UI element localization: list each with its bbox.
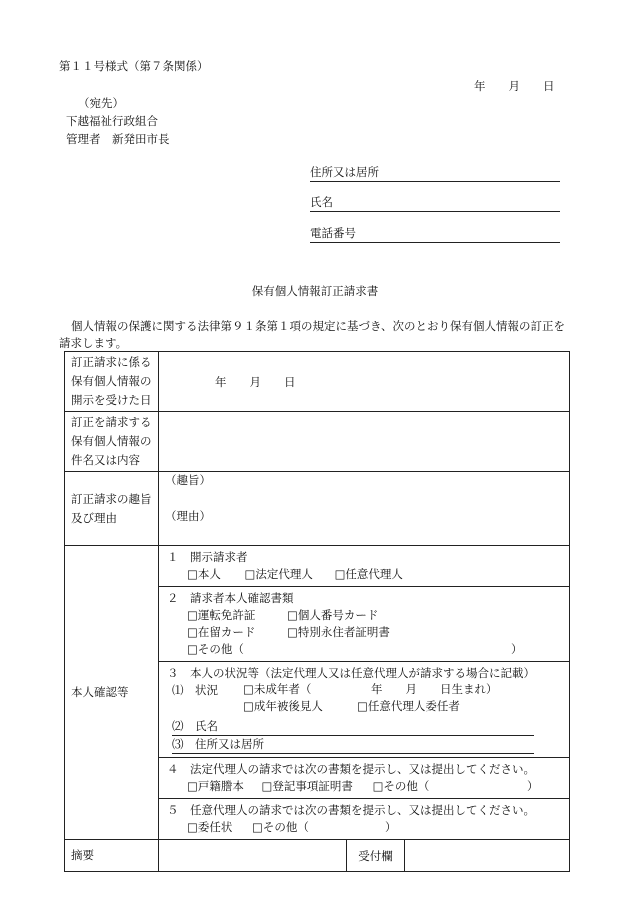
remarks-input[interactable]: [159, 840, 347, 872]
item-name-row: [65, 412, 570, 472]
checkbox-adult-ward[interactable]: □成年被後見人: [243, 699, 323, 713]
request-table: [64, 351, 570, 872]
footer-row: [65, 840, 570, 872]
voluntary-other-close: ）: [385, 820, 397, 834]
requester-address-field[interactable]: [310, 165, 560, 182]
addressee-org: 下越福祉行政組合: [66, 114, 158, 128]
status-name-field[interactable]: [172, 718, 534, 736]
intro-paragraph: 個人情報の保護に関する法律第９１条第１項の規定に基づき、次のとおり保有個人情報の訂正を請求します。: [59, 319, 566, 350]
section-voluntary-agent-docs: [159, 799, 569, 839]
reception-label: 受付欄: [358, 848, 393, 863]
item-name-label: 訂正を請求する保有個人情報の件名又は内容: [71, 415, 152, 467]
checkbox-other-document[interactable]: □その他（: [187, 642, 244, 656]
reception-input[interactable]: [405, 840, 570, 872]
remarks-label-cell: [65, 840, 159, 872]
disclosure-date-label: 訂正請求に係る保有個人情報の開示を受けた日: [71, 355, 152, 407]
checkbox-my-number-card[interactable]: □個人番号カード: [287, 608, 379, 622]
purpose-label-cell: [65, 472, 159, 546]
checkbox-voluntary-agent[interactable]: □任意代理人: [334, 567, 403, 581]
status-name-label: ⑵ 氏名: [172, 719, 218, 733]
checkbox-family-register[interactable]: □戸籍謄本: [187, 779, 244, 793]
section-legal-agent-docs-heading: ４ 法定代理人の請求では次の書類を提示し、又は提出してください。: [167, 762, 535, 776]
section-id-documents-heading: ２ 請求者本人確認書類: [167, 591, 294, 605]
section-requester: [159, 546, 569, 587]
section-status-heading: ３ 本人の状況等（法定代理人又は任意代理人が請求する場合に記載）: [167, 666, 535, 680]
checkbox-residence-card[interactable]: □在留カード: [187, 625, 256, 639]
form-number: 第１１号様式（第７条関係）: [59, 59, 209, 73]
status-address-field[interactable]: [172, 736, 534, 754]
purpose-input[interactable]: [159, 472, 570, 546]
purpose-sub-label: （趣旨）: [165, 473, 211, 487]
identity-content: [159, 546, 570, 840]
section-voluntary-agent-docs-heading: ５ 任意代理人の請求では次の書類を提示し、又は提出してください。: [167, 803, 535, 817]
reception-label-cell: [347, 840, 405, 872]
requester-phone-label: 電話番号: [310, 226, 356, 240]
section-id-documents: [159, 587, 569, 662]
status-address-label: ⑶ 住所又は居所: [172, 737, 264, 751]
checkbox-legal-other[interactable]: □その他（: [372, 779, 430, 793]
date-line: 年 月 日: [474, 79, 555, 93]
disclosure-date-input[interactable]: [159, 352, 570, 412]
section-legal-agent-docs: [159, 758, 569, 799]
disclosure-date-label-cell: [65, 352, 159, 412]
checkbox-special-permanent-resident[interactable]: □特別永住者証明書: [287, 625, 390, 639]
checkbox-power-of-attorney[interactable]: □委任状: [187, 820, 233, 834]
requester-phone-field[interactable]: [310, 226, 560, 243]
checkbox-self[interactable]: □本人: [187, 567, 221, 581]
checkbox-drivers-license[interactable]: □運転免許証: [187, 608, 256, 622]
checkbox-principal[interactable]: □任意代理人委任者: [357, 699, 460, 713]
identity-label: 本人確認等: [71, 685, 129, 699]
item-name-label-cell: [65, 412, 159, 472]
identity-row: [65, 546, 570, 840]
requester-address-label: 住所又は居所: [310, 165, 379, 179]
checkbox-registry-certificate[interactable]: □登記事項証明書: [261, 779, 353, 793]
checkbox-voluntary-other[interactable]: □その他（: [252, 820, 309, 834]
requester-name-field[interactable]: [310, 195, 560, 212]
other-document-close: ）: [511, 642, 523, 656]
disclosure-date-row: [65, 352, 570, 412]
reason-sub-label: （理由）: [165, 509, 211, 523]
identity-label-cell: [65, 546, 159, 840]
page-title: 保有個人情報訂正請求書: [251, 284, 379, 298]
purpose-label: 訂正請求の趣旨及び理由: [71, 491, 152, 525]
legal-other-close: ）: [527, 779, 539, 793]
addressee-manager: 管理者 新発田市長: [66, 132, 170, 146]
checkbox-legal-agent[interactable]: □法定代理人: [244, 567, 313, 581]
purpose-row: [65, 472, 570, 546]
birth-date-label: 年 月 日生まれ）: [371, 682, 498, 696]
checkbox-minor[interactable]: □未成年者（: [243, 682, 312, 696]
section-status: [159, 662, 569, 758]
remarks-label: 摘要: [71, 848, 94, 862]
disclosure-date-value: 年 月 日: [215, 374, 296, 389]
section-requester-heading: １ 開示請求者: [167, 550, 248, 564]
item-name-input[interactable]: [159, 412, 570, 472]
status-label: ⑴ 状況: [172, 683, 218, 697]
requester-name-label: 氏名: [310, 195, 333, 209]
addressee-label: （宛先）: [78, 96, 124, 110]
